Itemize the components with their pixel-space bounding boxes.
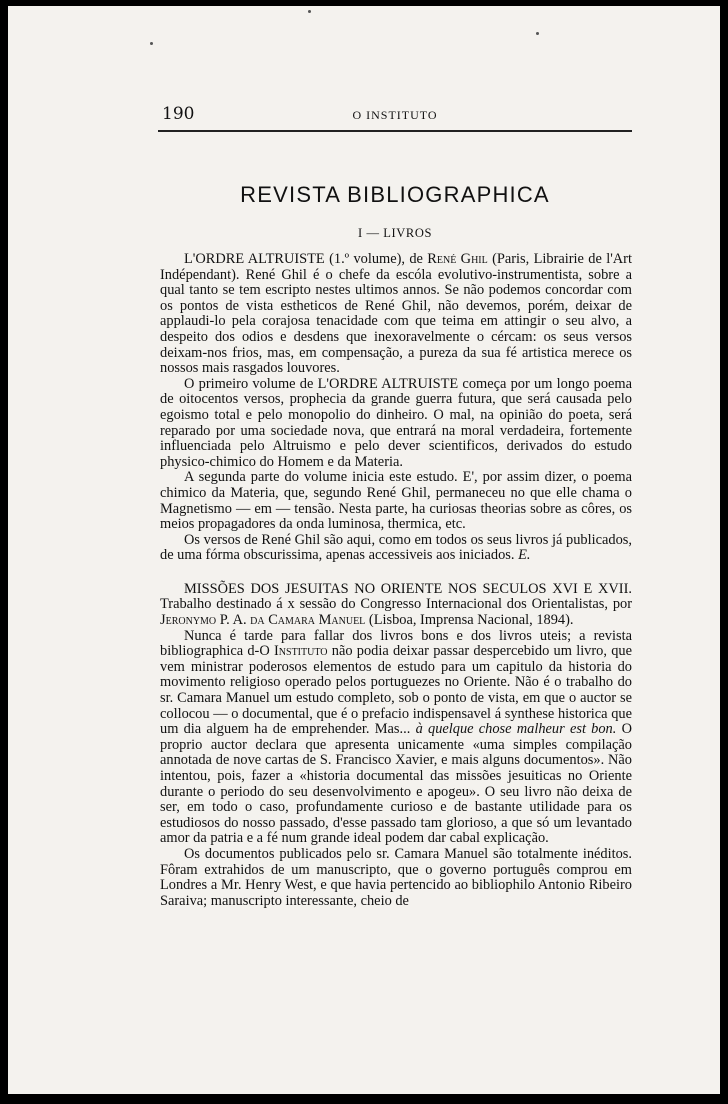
article2-description: Trabalho destinado á x sessão do Congresso Internacional dos Orientalistas, por bbox=[160, 596, 632, 613]
article-separator bbox=[160, 564, 632, 582]
article1-text: Os versos de René Ghil são aqui, como em todos os seus livros já publicados, de uma fórma obscurissima, apenas accessiveis aos iniciados. bbox=[160, 531, 632, 564]
article2-quote: à quelque chose malheur est bon. bbox=[415, 721, 617, 738]
article2-paragraph-2 bbox=[160, 629, 632, 847]
article1-author: René Ghil bbox=[427, 251, 488, 267]
header-rule bbox=[158, 130, 632, 132]
article1-text: (Paris, Librairie de l'Art Indépendant). René Ghil é o chefe da escóla evolutivo-instrumentista, sobre a qual tanto se tem escripto nestes ultimos annos. Se não podemos concordar com os pontos de vista estheticos de René Ghil, não devemos, porém, deixar de applaudi-lo pela corajosa tenacidade com que teima em attingir o seu alvo, a despeito dos odios e desdens que inexoravelmente o cércam: os seus versos deixam-nos frios, mas, em compensação, a pureza da sua fé artistica merece os nossos mais rasgados louvores. bbox=[160, 251, 632, 377]
running-title: O INSTITUTO bbox=[352, 108, 438, 122]
scanned-page bbox=[8, 6, 720, 1094]
dust-speck-icon bbox=[308, 10, 311, 13]
article1-paragraph-1 bbox=[160, 252, 632, 377]
article2-text: Nunca é tarde para fallar dos livros bons e dos livros uteis; a revista bibliographica d- bbox=[160, 627, 632, 660]
article2-author: Jeronymo P. A. da Camara Manuel bbox=[160, 612, 366, 629]
section-title: REVISTA BIBLIOGRAPHICA bbox=[240, 182, 550, 207]
article1-volume: (1.º volume), de bbox=[329, 251, 423, 267]
dust-speck-icon bbox=[536, 32, 539, 35]
journal-name: O Instituto bbox=[259, 643, 328, 660]
article2-publisher: (Lisboa, Imprensa Nacional, 1894). bbox=[368, 612, 574, 629]
article2-text: não podia deixar passar despercebido um livro, que vem ministrar poderosos elementos de estudo para um capitulo da historia do movimento religioso operado pelos portuguezes no Oriente. Não é o trabalho do sr. Camara Manuel um estudo completo, sob o ponto de vista, em que o auctor se collocou — o documental, que é o prefacio indispensavel á synthese historica que um dia alguem ha de emprehender. Mas... bbox=[160, 643, 632, 738]
article2-paragraph-1 bbox=[160, 582, 632, 629]
article2-paragraph-3: Os documentos publicados pelo sr. Camara Manuel são totalmente inéditos. Fôram extrahidos de um manuscripto, que o governo português comprou em Londres a Mr. Henry West, e que havia pertencido ao bibliophilo Antonio Ribeiro Saraiva; manuscripto interessante, cheio de bbox=[160, 845, 632, 909]
section-subtitle: I — LIVROS bbox=[357, 226, 433, 240]
article1-paragraph-3: A segunda parte do volume inicia este estudo. E', por assim dizer, o poema chimico da Materia, que, segundo René Ghil, permaneceu no que elle chama o Magnetismo — em — tensão. Nesta parte, ha curiosas theorias sobre as côres, os meios propagadores da onda luminosa, thermica, etc. bbox=[160, 469, 632, 533]
article1-title: L'ORDRE ALTRUISTE bbox=[184, 251, 325, 267]
article1-signature: E. bbox=[518, 547, 531, 564]
page-number: 190 bbox=[162, 104, 195, 124]
article-body bbox=[160, 252, 632, 909]
article1-paragraph-2: O primeiro volume de L'ORDRE ALTRUISTE começa por um longo poema de oitocentos versos, prophecia da grande guerra futura, que será causada pelo egoismo total e pelo monopolio do dinheiro. O mal, na opinião do poeta, será reparado por uma sociedade nova, que entrará na moral verdadeira, fortemente influenciada pelo Altruismo e pelo dever scientificos, derivados do estudo physico-chimico do Homem e da Materia. bbox=[160, 375, 632, 470]
dust-speck-icon bbox=[150, 42, 153, 45]
article2-text: O proprio auctor declara que apresenta unicamente «uma simples compilação annotada de nove cartas de S. Francisco Xavier, e mais alguns documentos». Não intentou, pois, fazer a «historia documental das missões jesuiticas no Oriente durante o periodo do seu desenvolvimento e apogeu». O seu livro não deixa de ser, em todo o caso, profundamente curioso e de bastante utilidade para os estudiosos do nosso passado, d'esse passado tam glorioso, a que só um levantado amor da patria e a fé num grande ideal podem dar cabal explicação. bbox=[160, 721, 632, 847]
article1-paragraph-4 bbox=[160, 533, 632, 564]
page-header bbox=[158, 102, 632, 130]
article2-title: MISSÕES DOS JESUITAS NO ORIENTE NOS SECULOS XVI E XVII. bbox=[184, 580, 632, 597]
